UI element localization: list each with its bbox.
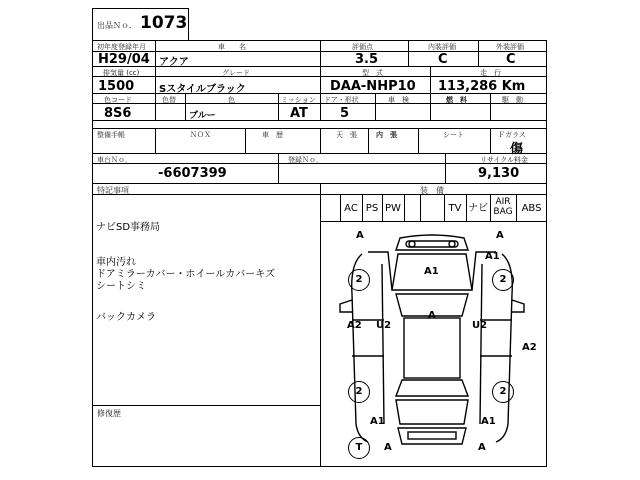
- exterior-score: C: [506, 52, 516, 67]
- equipment-navi: ナビ: [468, 203, 488, 214]
- seat-label: シート: [443, 131, 464, 139]
- inspection-label: 車 検: [388, 96, 409, 104]
- shade-label: 色替: [162, 96, 176, 104]
- damage-tail-left: A: [384, 442, 392, 453]
- regno-label: 登録Ｎｏ．: [288, 156, 323, 164]
- equipment-abs: ABS: [521, 203, 542, 214]
- recycle-fee: 9,130: [478, 166, 520, 181]
- type: DAA-NHP10: [330, 79, 416, 94]
- grade: Sスタイルブラック: [159, 84, 246, 95]
- roof-label: 天 張: [336, 131, 357, 139]
- interior-score: C: [438, 52, 448, 67]
- doors: 5: [340, 106, 350, 121]
- damage-front-right: A: [496, 230, 504, 241]
- color-code-label: 色コード: [104, 96, 132, 104]
- color-code: 8S6: [104, 106, 132, 121]
- damage-rear-right: A1: [481, 416, 496, 427]
- mission-label: ミッション: [281, 96, 316, 104]
- maintenance-label: 整備手帳: [97, 131, 125, 139]
- reg-year-label: 初年度登録年月: [97, 43, 146, 51]
- exterior-label: 外装評価: [496, 43, 524, 51]
- remark-line-1: ナビSD事務局: [96, 222, 161, 233]
- equipment-airbag: AIR BAG: [493, 197, 513, 217]
- car-diagram: [322, 224, 546, 466]
- damage-rear-left: A1: [370, 416, 385, 427]
- wheel-rear-left: 2: [348, 381, 370, 403]
- model: アクア: [159, 57, 189, 68]
- fuel-label: 燃 料: [446, 96, 467, 104]
- grade-label: グレード: [222, 69, 250, 77]
- mission: AT: [290, 106, 308, 121]
- equipment-title: 装 備: [420, 186, 444, 195]
- chassis-label: 車台Ｎｏ．: [97, 156, 132, 164]
- damage-roof: A: [428, 310, 436, 321]
- score-label: 評価点: [352, 43, 373, 51]
- equipment-ac: AC: [344, 203, 358, 214]
- mileage-label: 走 行: [480, 69, 501, 77]
- history-label: 車 歴: [262, 131, 283, 139]
- repair-history-title: 修復歴: [97, 409, 121, 418]
- mileage: 113,286 Km: [438, 79, 526, 94]
- type-label: 型 式: [362, 69, 383, 77]
- t-mark: T: [348, 437, 370, 459]
- reg-year: H29/04: [98, 52, 150, 67]
- interior-label: 内装評価: [428, 43, 456, 51]
- doors-label: ドア・形状: [324, 96, 359, 104]
- wheel-front-left: 2: [348, 269, 370, 291]
- wheel-rear-right: 2: [492, 381, 514, 403]
- equipment-pw: PW: [385, 203, 401, 214]
- damage-left-side: A2: [347, 320, 362, 331]
- drive-label: 駆 動: [502, 96, 523, 104]
- interior-trim-label: 内 張: [376, 131, 397, 139]
- equipment-ps: PS: [365, 203, 379, 214]
- model-label: 車 名: [218, 43, 246, 51]
- lot-number-label: 出品Ｎｏ．: [97, 21, 137, 30]
- lot-number: 1073: [140, 13, 188, 33]
- damage-right-side: A2: [522, 342, 537, 353]
- displacement-label: 排気量 (cc): [103, 69, 140, 77]
- remark-line-3: ドアミラーカバー・ホイールカバーキズ: [96, 269, 276, 280]
- wheel-front-right: 2: [492, 269, 514, 291]
- fglass-value: 傷: [510, 142, 524, 157]
- color: ブルー: [189, 111, 216, 121]
- color-label: 色: [228, 96, 235, 104]
- nox-label: ＮＯＸ: [190, 131, 211, 139]
- damage-hood: A1: [424, 266, 439, 277]
- equipment-tv: TV: [448, 203, 462, 214]
- remark-line-5: バックカメラ: [96, 312, 156, 323]
- remarks-title: 特記事項: [97, 186, 129, 195]
- damage-tail-right: A: [478, 442, 486, 453]
- damage-front-right-corner: A1: [485, 251, 500, 262]
- damage-right-door: U2: [472, 320, 488, 331]
- remark-line-2: 車内汚れ: [96, 257, 136, 268]
- score: 3.5: [355, 52, 379, 67]
- damage-front-left: A: [356, 230, 364, 241]
- recycle-label: リサイクル料金: [480, 156, 529, 164]
- remark-line-4: シートシミ: [96, 281, 146, 292]
- fglass-label: Ｆガラス: [498, 131, 526, 139]
- damage-left-door: U2: [376, 320, 392, 331]
- chassis-number: -6607399: [158, 166, 227, 181]
- displacement: 1500: [98, 79, 135, 94]
